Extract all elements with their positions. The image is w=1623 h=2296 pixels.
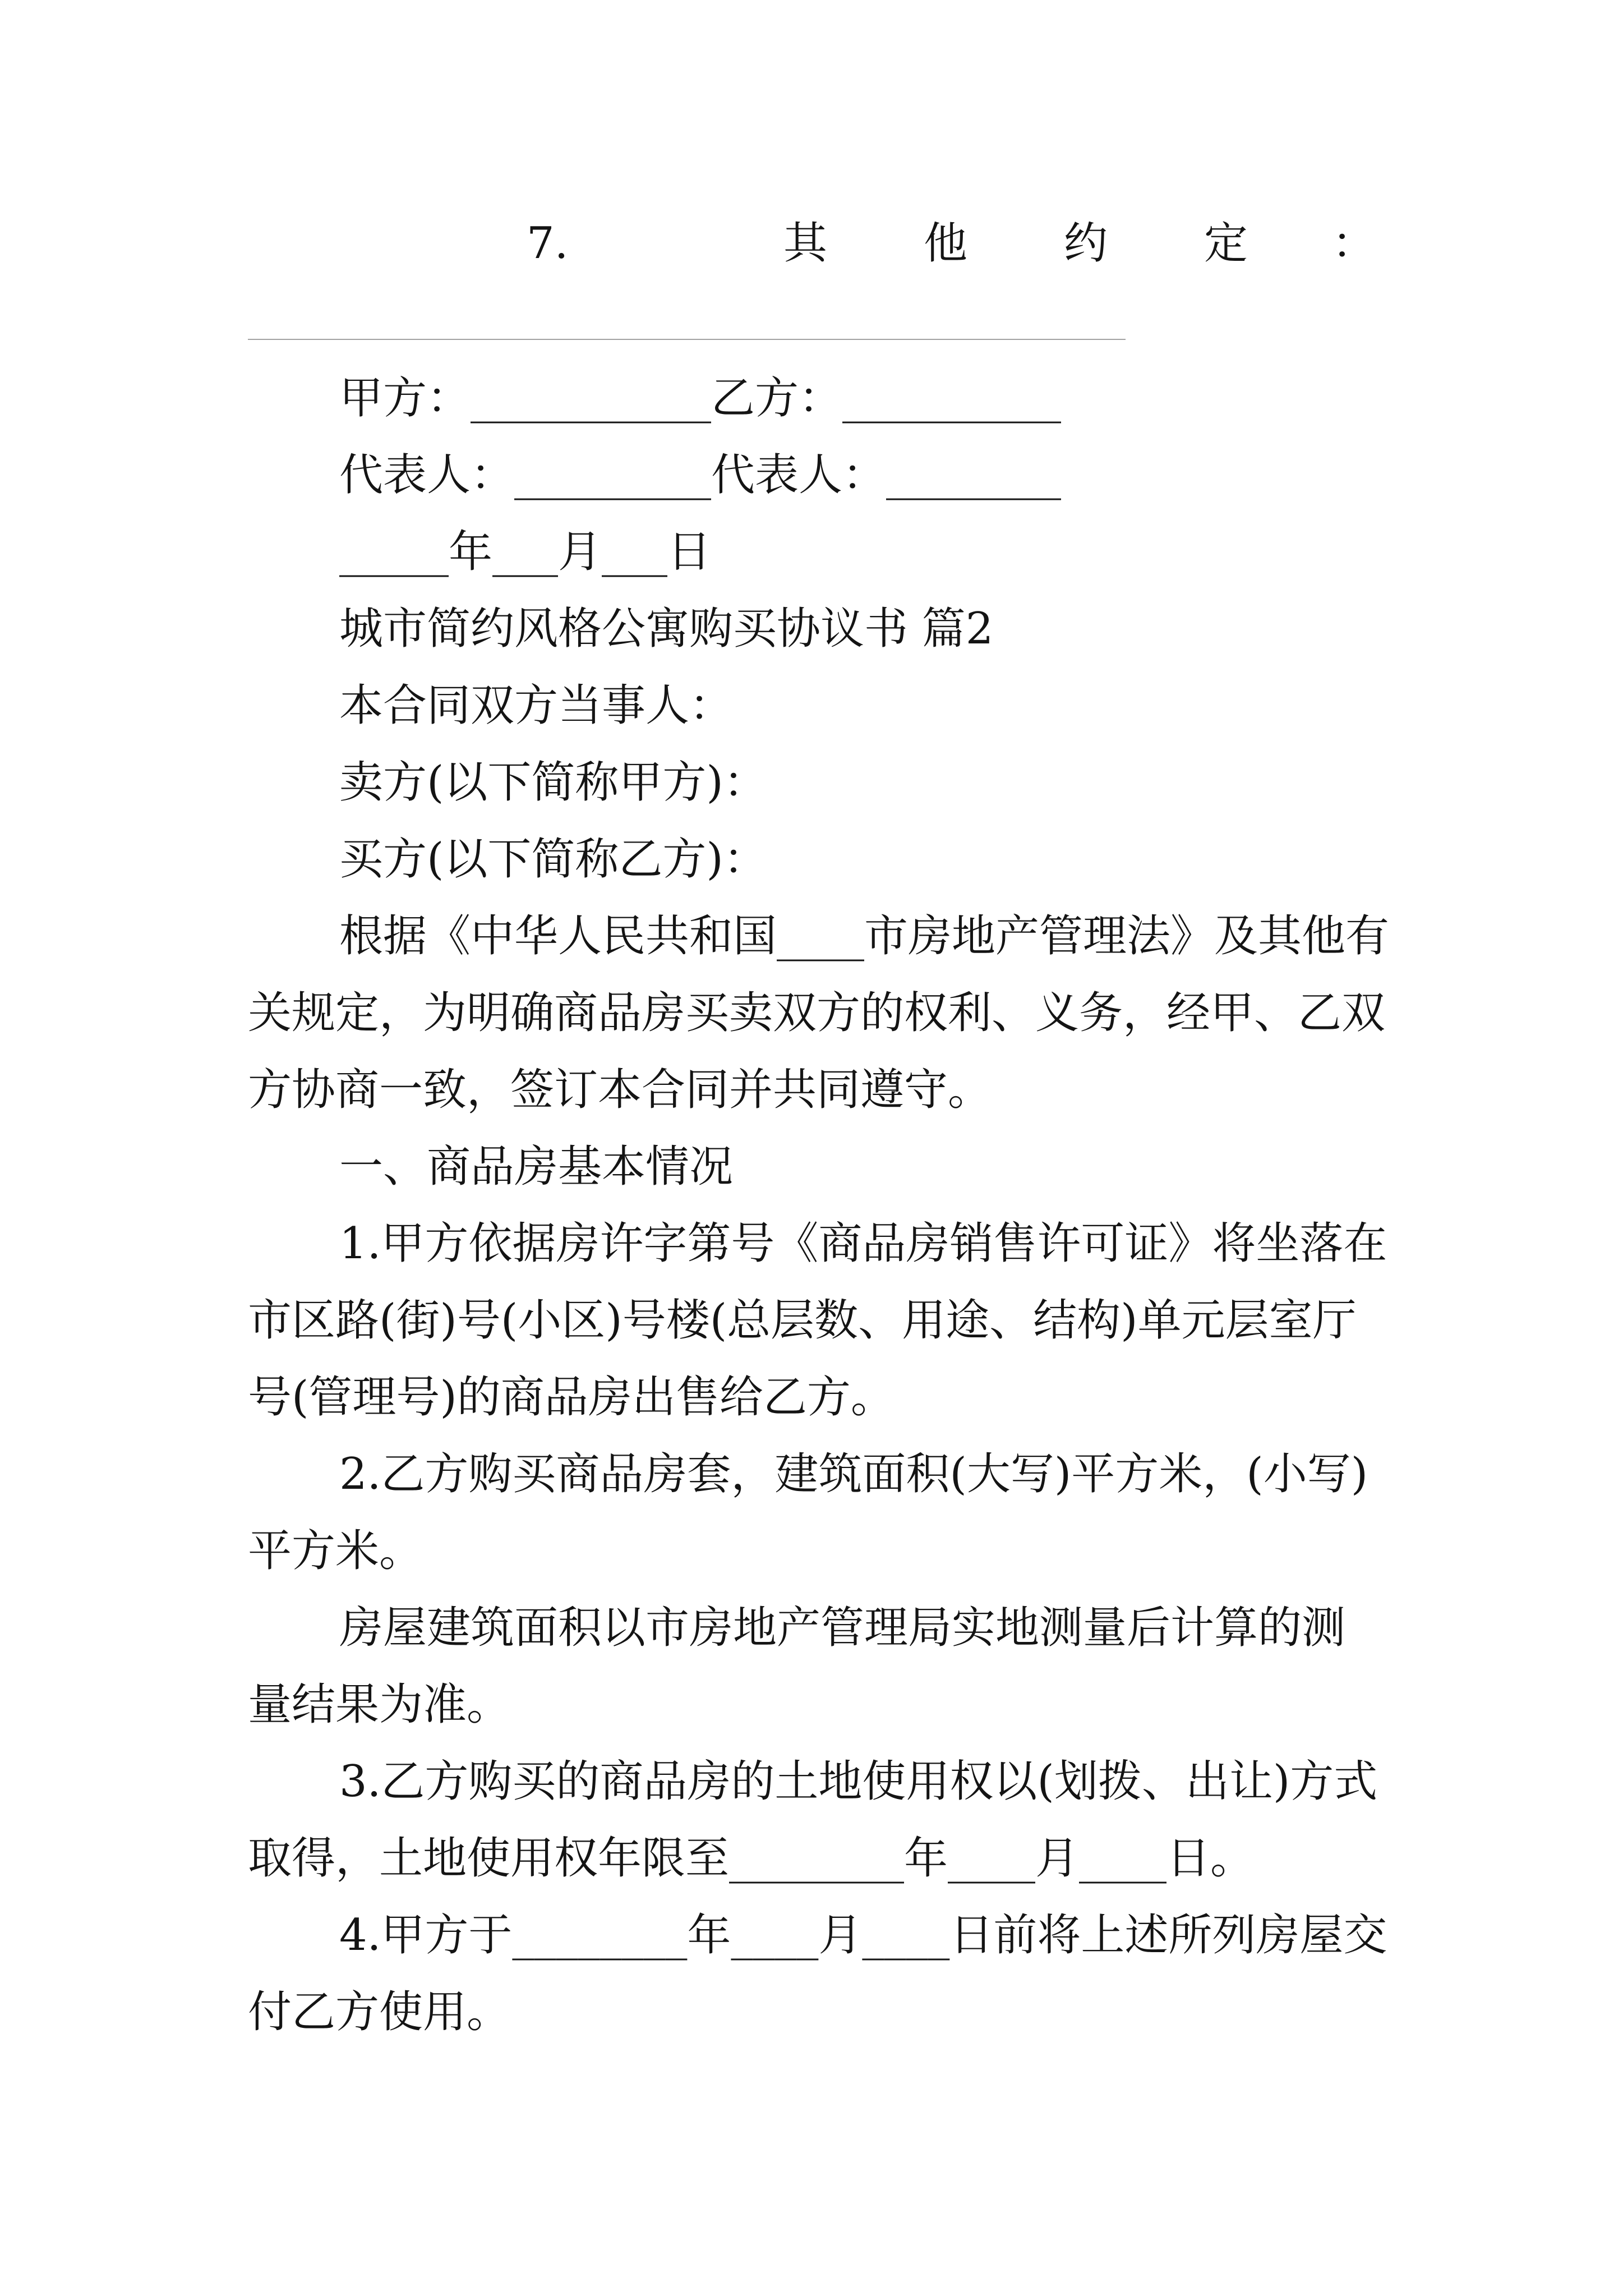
heading-char: 其 <box>783 218 828 269</box>
signature-date-line: _____年___月___日 <box>339 527 712 577</box>
clause-1-line: 号(管理号)的商品房出售给乙方。 <box>248 1372 895 1423</box>
document-title: 城市简约风格公寓购买协议书 篇2 <box>339 604 994 654</box>
party-signature-line: 甲方：___________乙方：__________ <box>339 373 1062 424</box>
clause-4-line: 付乙方使用。 <box>248 1987 511 2037</box>
clause-1-line: 1.甲方依据房许字第号《商品房销售许可证》将坐落在 <box>339 1218 1387 1269</box>
clause-2-note-line: 房屋建筑面积以市房地产管理局实地测量后计算的测 <box>339 1603 1346 1653</box>
section-heading: 一、商品房基本情况 <box>339 1142 734 1192</box>
preamble-line: 关规定，为明确商品房买卖双方的权利、义务，经甲、乙双 <box>248 988 1386 1038</box>
heading-char: 他 <box>924 218 968 269</box>
heading-char: 定 <box>1204 218 1248 269</box>
clause-1-line: 市区路(街)号(小区)号楼(总层数、用途、结构)单元层室厅 <box>248 1295 1357 1346</box>
heading-char: 约 <box>1064 218 1108 269</box>
clause-3-line: 取得，土地使用权年限至________年____月____日。 <box>248 1833 1255 1884</box>
clause-2-line: 平方米。 <box>248 1526 423 1576</box>
parties-intro: 本合同双方当事人： <box>339 680 734 731</box>
clause-4-line: 4.甲方于________年____月____日前将上述所列房屋交 <box>339 1910 1387 1961</box>
clause-2-note-line: 量结果为准。 <box>248 1680 511 1730</box>
preamble-line: 方协商一致，签订本合同并共同遵守。 <box>248 1065 992 1115</box>
heading-number: 7. <box>527 218 569 269</box>
heading-colon: ： <box>1332 218 1376 269</box>
preamble-line: 根据《中华人民共和国____市房地产管理法》及其他有 <box>339 911 1390 961</box>
representative-signature-line: 代表人：_________代表人：________ <box>339 450 1062 500</box>
clause-3-line: 3.乙方购买的商品房的土地使用权以(划拨、出让)方式 <box>339 1756 1378 1807</box>
blank-fill-rule <box>248 339 1126 340</box>
buyer-line: 买方(以下简称乙方)： <box>339 834 767 885</box>
clause-2-line: 2.乙方购买商品房套，建筑面积(大写)平方米，(小写) <box>339 1449 1368 1499</box>
seller-line: 卖方(以下简称甲方)： <box>339 757 767 808</box>
